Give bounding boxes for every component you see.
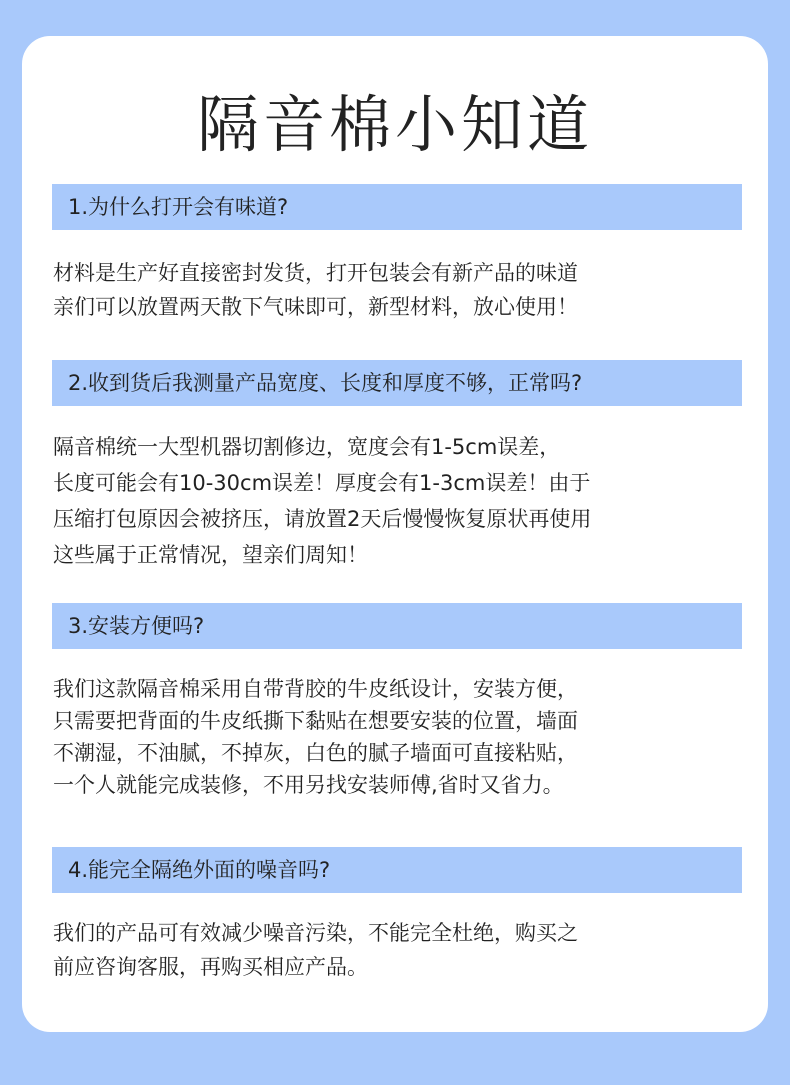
page-title: 隔音棉小知道 <box>196 88 593 161</box>
faq-card <box>22 36 768 1032</box>
answer-line: 压缩打包原因会被挤压，请放置2天后慢慢恢复原状再使用 <box>53 507 592 531</box>
answer-3 <box>53 673 753 801</box>
answer-line: 我们的产品可有效减少噪音污染，不能完全杜绝，购买之 <box>53 921 578 945</box>
answer-line: 这些属于正常情况，望亲们周知！ <box>53 543 368 567</box>
answer-line: 我们这款隔音棉采用自带背胶的牛皮纸设计，安装方便， <box>53 677 578 701</box>
answer-line: 前应咨询客服，再购买相应产品。 <box>53 955 368 979</box>
answer-line: 不潮湿，不油腻，不掉灰，白色的腻子墙面可直接粘贴， <box>53 741 578 765</box>
question-bar-2: 2.收到货后我测量产品宽度、长度和厚度不够，正常吗? <box>52 360 742 406</box>
answer-4 <box>53 916 753 984</box>
question-bar-4: 4.能完全隔绝外面的噪音吗? <box>52 847 742 893</box>
answer-line: 只需要把背面的牛皮纸撕下黏贴在想要安装的位置，墙面 <box>53 709 578 733</box>
answer-line: 一个人就能完成装修，不用另找安装师傅,省时又省力。 <box>53 773 564 797</box>
answer-2 <box>53 429 753 573</box>
answer-line: 长度可能会有10-30cm误差！厚度会有1-3cm误差！由于 <box>53 471 591 495</box>
answer-line: 亲们可以放置两天散下气味即可，新型材料，放心使用！ <box>53 295 578 319</box>
answer-line: 隔音棉统一大型机器切割修边，宽度会有1-5cm误差， <box>53 435 561 459</box>
question-bar-1: 1.为什么打开会有味道? <box>52 184 742 230</box>
answer-1 <box>53 256 753 324</box>
question-bar-3: 3.安装方便吗? <box>52 603 742 649</box>
answer-line: 材料是生产好直接密封发货，打开包装会有新产品的味道 <box>53 261 578 285</box>
